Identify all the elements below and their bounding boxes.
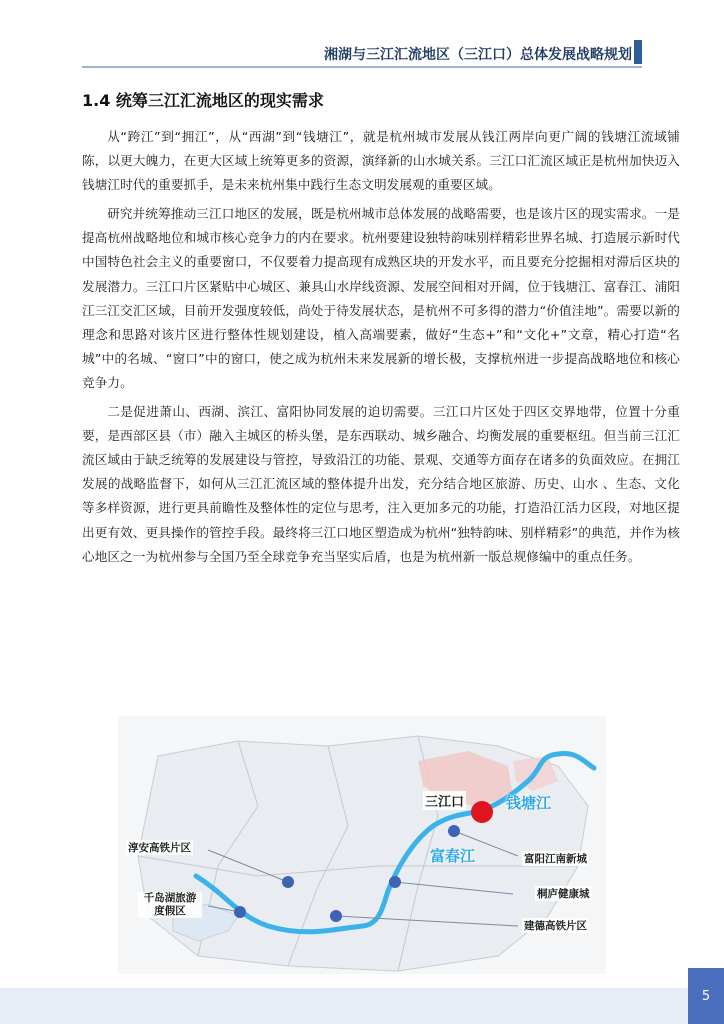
node-tonglu bbox=[389, 876, 401, 888]
section-title: 1.4 统筹三江汇流地区的现实需求 bbox=[82, 91, 324, 110]
header-divider bbox=[82, 66, 642, 68]
header-accent-block bbox=[634, 40, 642, 64]
paragraph-1: 从“跨江”到“拥江”，从“西湖”到“钱塘江”，就是杭州城市发展从钱江两岸向更广阔的钱塘江流域铺陈，以更大魄力，在更大区域上统筹更多的资源，演绎新的山水城关系。三江口汇流区域正是杭州加快迈入钱塘江时代的重要抓手，是未来杭州集中践行生态文明发展观的重要区域。 bbox=[82, 129, 680, 193]
label-qiantangjiang: 钱塘江 bbox=[506, 794, 552, 812]
footer-band bbox=[0, 988, 724, 1024]
body-text bbox=[82, 125, 680, 574]
label-fuyang: 富阳江南新城 bbox=[524, 853, 587, 865]
label-sanjiangkou: 三江口 bbox=[423, 791, 466, 810]
paragraph-3: 二是促进萧山、西湖、滨江、富阳协同发展的迫切需要。三江口片区处于四区交界地带，位置十分重要，是西部区县（市）融入主城区的桥头堡，是东西联动、城乡融合、均衡发展的重要枢纽。但当前三江汇流区域由于缺乏统筹的发展建设与管控，导致沿江的功能、景观、交通等方面存在诸多的负面效应。在拥江发展的战略监督下，如何从三江汇流区域的整体提升出发，充分结合地区旅游、历史、山水 、生态、文化等多样资源，进行更具前瞻性及整体性的定位与思考，注入更加多元的功能，打造沿江活力区段，对地区提出更有效、更具操作的管控手段。最终将三江口地区塑造成为杭州“独特韵味、别样精彩”的典范，并作为核心地区之一为杭州参与全国乃至全球竞争充当坚实后盾，也是为杭州新一版总规修编中的重点任务。 bbox=[82, 404, 680, 564]
label-fuchunjiang: 富春江 bbox=[430, 847, 476, 865]
label-jiande: 建德高铁片区 bbox=[524, 920, 587, 932]
node-sanjiangkou bbox=[471, 801, 493, 823]
header-title: 湘湖与三江汇流地区（三江口）总体发展战略规划 bbox=[324, 47, 632, 63]
page-number: 5 bbox=[688, 968, 724, 1024]
node-jiande bbox=[330, 910, 342, 922]
region-map bbox=[118, 716, 606, 974]
paragraph-2: 研究并统筹推动三江口地区的发展，既是杭州城市总体发展的战略需要，也是该片区的现实需求。一是提高杭州战略地位和城市核心竞争力的内在要求。杭州要建设独特韵味别样精彩世界名城、打造展示新时代中国特色社会主义的重要窗口，不仅要着力提高现有成熟区块的开发水平，而且要充分挖掘相对滞后区块的发展潜力。三江口片区紧贴中心城区、兼具山水岸线资源、发展空间相对开阔，位于钱塘江、富春江、浦阳江三江交汇区域，目前开发强度较低，尚处于待发展状态，是杭州不可多得的潜力“价值洼地”。需要以新的理念和思路对该片区进行整体性规划建设，植入高端要素，做好“生态+”和“文化+”文章，精心打造“名城”中的名城、“窗口”中的窗口，使之成为杭州未来发展新的增长极，支撑杭州进一步提高战略地位和核心竞争力。 bbox=[82, 206, 680, 390]
label-tonglu: 桐庐健康城 bbox=[537, 888, 590, 900]
node-qiandaohu bbox=[234, 906, 246, 918]
node-chunan bbox=[282, 876, 294, 888]
label-qiandaohu: 千岛湖旅游度假区 bbox=[138, 892, 202, 918]
node-fuyang bbox=[448, 825, 460, 837]
label-chunan: 淳安高铁片区 bbox=[128, 842, 191, 854]
